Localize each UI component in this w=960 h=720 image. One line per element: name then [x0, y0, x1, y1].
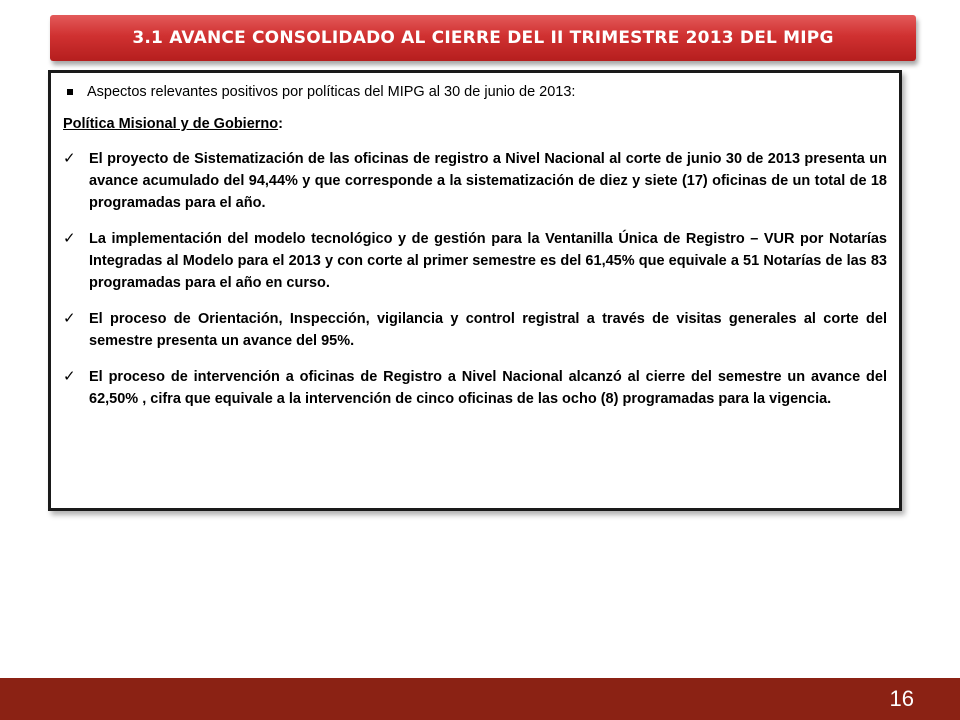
checkmark-icon: ✓ [63, 230, 76, 247]
checkmark-icon: ✓ [63, 310, 76, 327]
check-list [63, 148, 887, 410]
list-item [63, 148, 887, 214]
square-bullet-icon [67, 89, 73, 95]
list-item-text: El proceso de Orientación, Inspección, vigilancia y control registral a través de visitas generales al corte del semestre presenta un avance del 95%. [89, 311, 887, 349]
title-banner [50, 15, 916, 61]
section-title-suffix: : [278, 116, 283, 132]
list-item [63, 308, 887, 352]
list-item-text: La implementación del modelo tecnológico y de gestión para la Ventanilla Única de Registro – VUR por Notarías Integradas al Modelo para el 2013 y con corte al primer semestre es del 61,45% que equivale a 51 Notarías de las 83 programadas para el año en curso. [89, 231, 887, 291]
page-number: 16 [889, 686, 914, 711]
list-item-text: El proceso de intervención a oficinas de Registro a Nivel Nacional alcanzó al cierre del semestre un avance del 62,50% , cifra que equivale a la intervención de cinco oficinas de las ocho (8) programadas para la vigencia. [89, 369, 887, 407]
checkmark-icon: ✓ [63, 368, 76, 385]
section-title-text: Política Misional y de Gobierno [63, 116, 279, 132]
section-title [63, 115, 887, 133]
list-item-text: El proyecto de Sistematización de las oficinas de registro a Nivel Nacional al corte de junio 30 de 2013 presenta un avance acumulado del 94,44% y que corresponde a la sistematización de diez y siete (17) oficinas de un total de 18 programadas para el año. [89, 151, 887, 211]
list-item [63, 228, 887, 294]
intro-text: Aspectos relevantes positivos por políticas del MIPG al 30 de junio de 2013: [87, 84, 576, 100]
list-item [63, 366, 887, 410]
content-box [48, 70, 902, 511]
footer-bar [0, 678, 960, 720]
slide-title: 3.1 AVANCE CONSOLIDADO AL CIERRE DEL II TRIMESTRE 2013 DEL MIPG [132, 28, 834, 48]
checkmark-icon: ✓ [63, 150, 76, 167]
intro-line [63, 83, 887, 101]
